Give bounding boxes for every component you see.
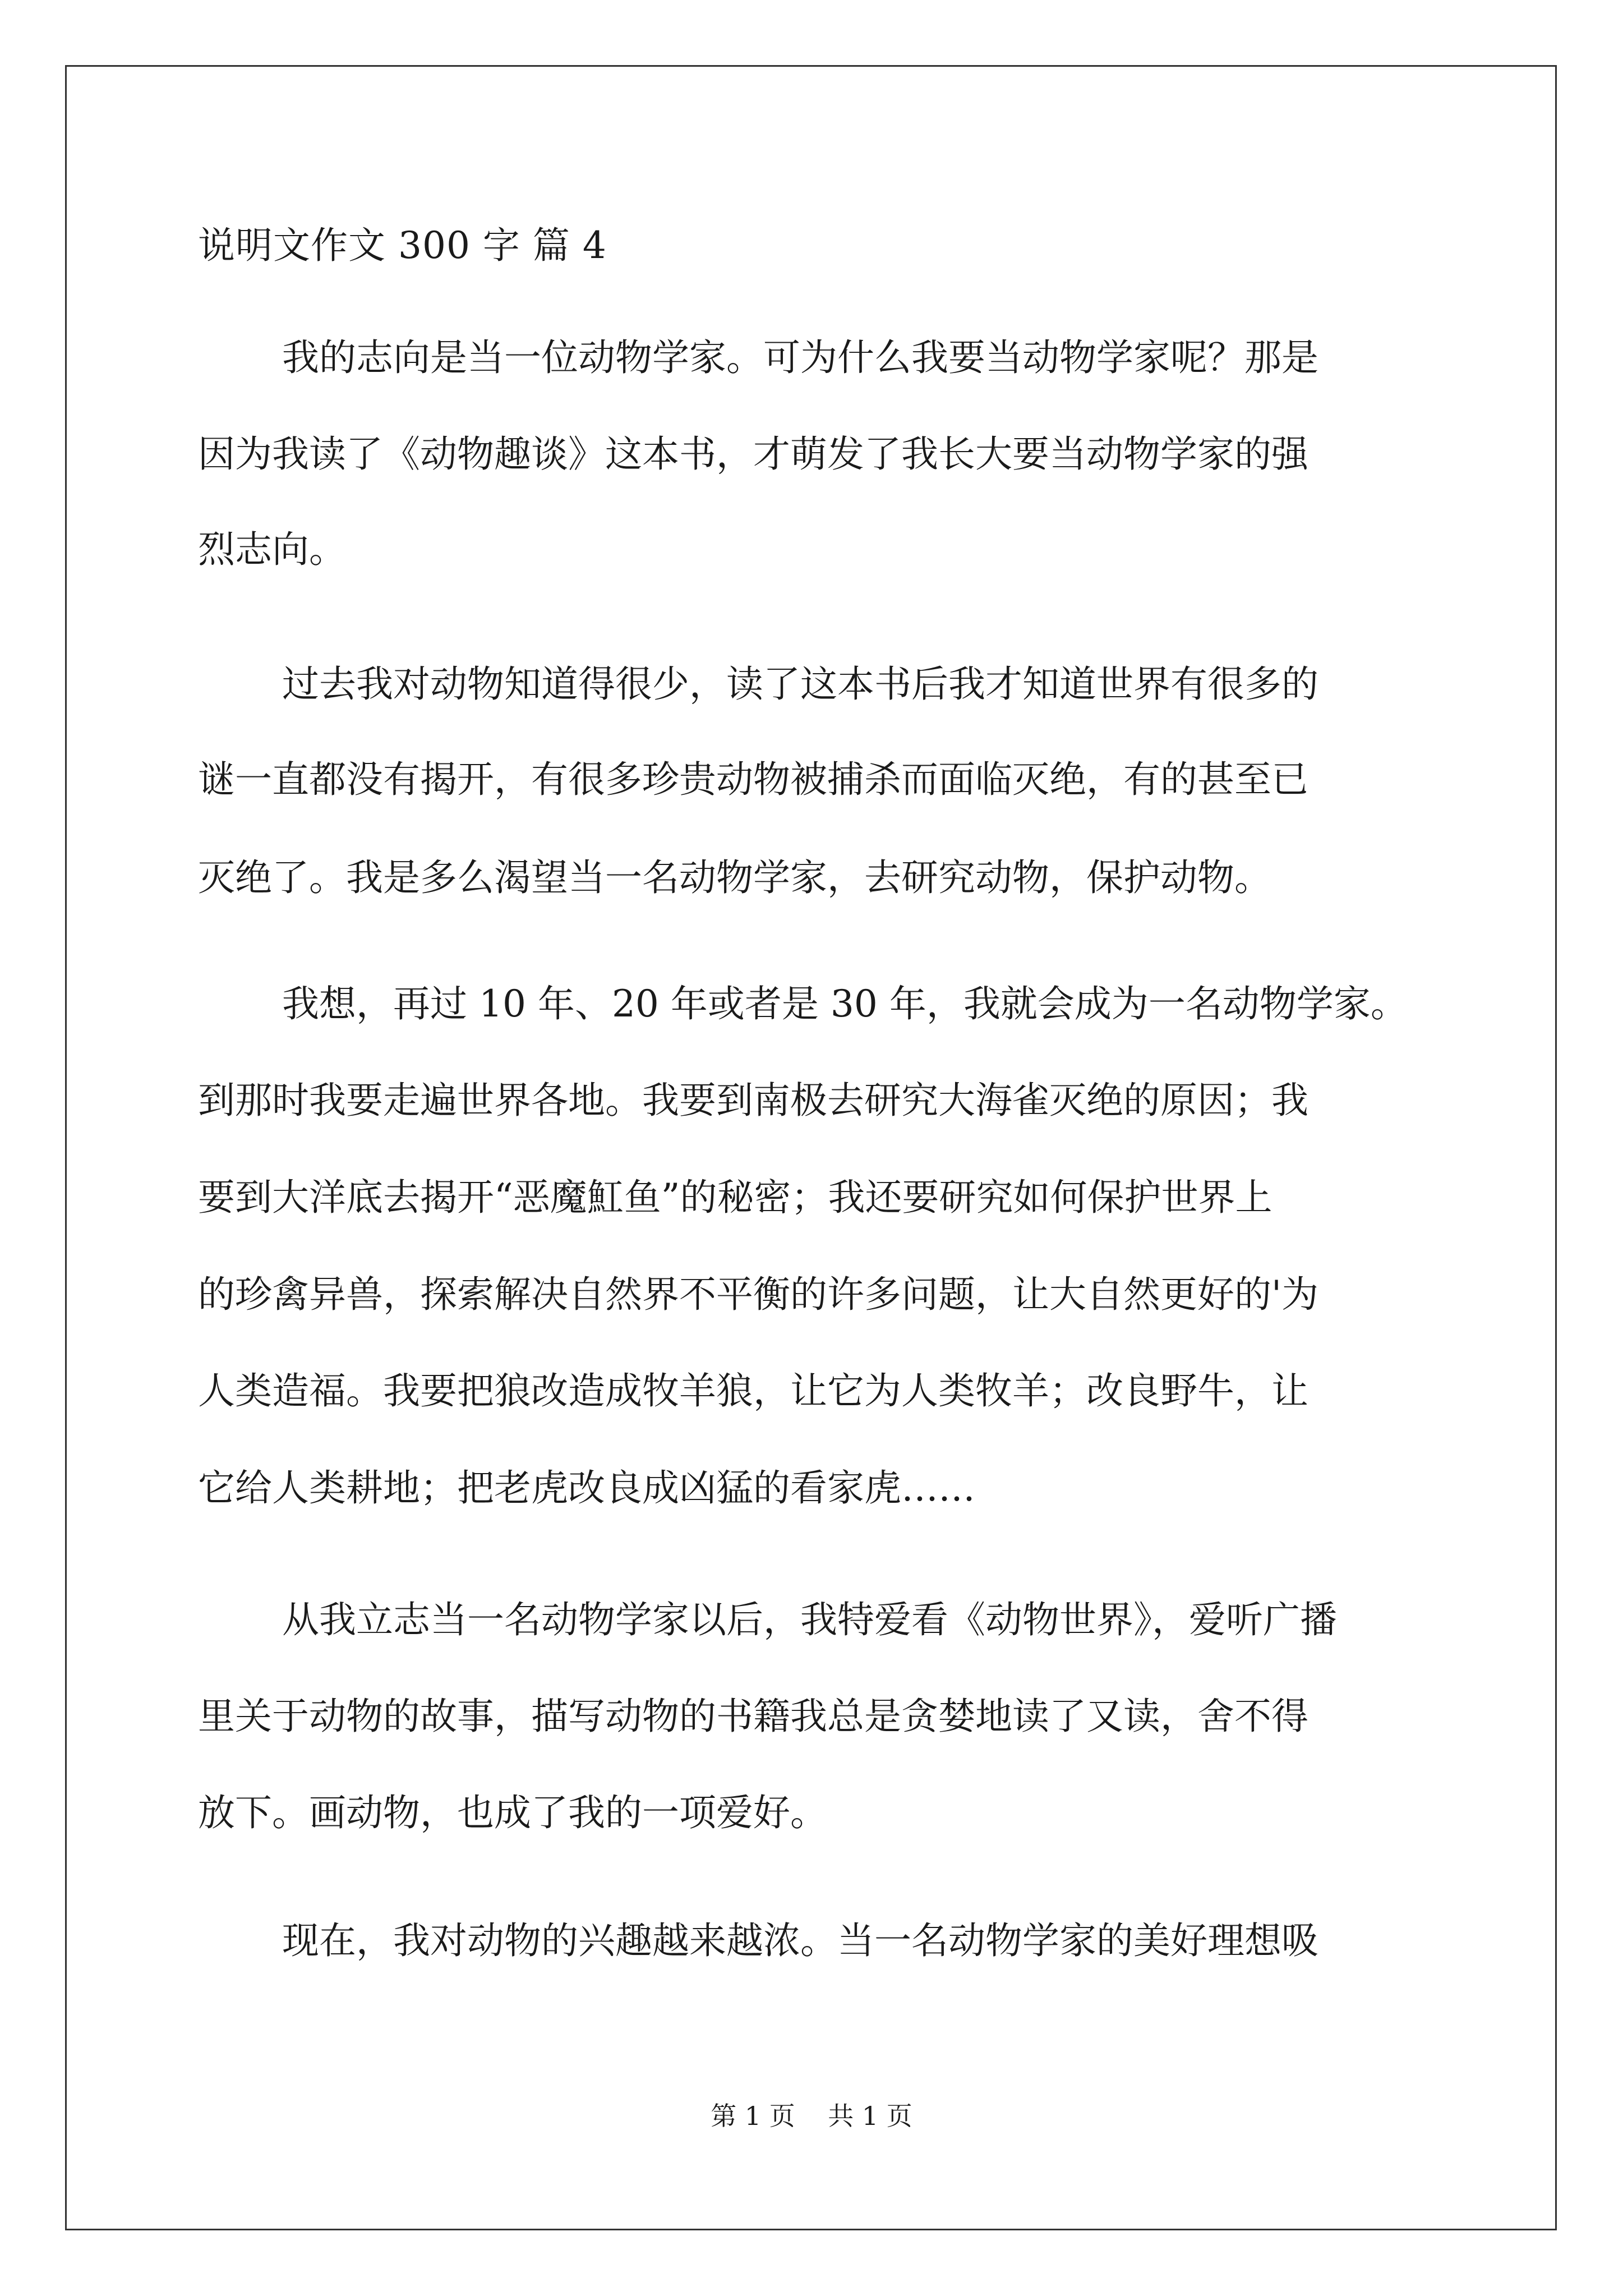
page-footer: 第 1 页 共 1 页 — [711, 2101, 912, 2131]
body-line: 过去我对动物知道得很少，读了这本书后我才知道世界有很多的 — [282, 662, 1318, 706]
body-line: 人类造福。我要把狼改造成牧羊狼，让它为人类牧羊；改良野牛，让 — [198, 1369, 1308, 1412]
body-line: 放下。画动物，也成了我的一项爱好。 — [198, 1791, 827, 1834]
body-line: 我的志向是当一位动物学家。可为什么我要当动物学家呢？那是 — [282, 336, 1318, 379]
body-line: 灭绝了。我是多么渴望当一名动物学家，去研究动物，保护动物。 — [198, 856, 1271, 899]
body-line: 里关于动物的故事，描写动物的书籍我总是贪婪地读了又读，舍不得 — [198, 1695, 1308, 1738]
body-line: 因为我读了《动物趣谈》这本书，才萌发了我长大要当动物学家的强 — [198, 432, 1308, 476]
body-line: 到那时我要走遍世界各地。我要到南极去研究大海雀灭绝的原因；我 — [198, 1079, 1308, 1122]
body-line: 从我立志当一名动物学家以后，我特爱看《动物世界》，爱听广播 — [282, 1598, 1337, 1641]
document-title: 说明文作文 300 字 篇 4 — [198, 224, 607, 267]
body-line: 现在，我对动物的兴趣越来越浓。当一名动物学家的美好理想吸 — [282, 1919, 1318, 1962]
body-line: 谜一直都没有揭开，有很多珍贵动物被捕杀而面临灭绝，有的甚至已 — [198, 758, 1308, 801]
body-line: 烈志向。 — [198, 528, 346, 571]
body-line: 的珍禽异兽，探索解决自然界不平衡的许多问题，让大自然更好的'为 — [198, 1273, 1319, 1316]
page-border — [65, 65, 1557, 2230]
body-line: 我想，再过 10 年、20 年或者是 30 年，我就会成为一名动物学家。 — [282, 982, 1408, 1025]
body-line: 它给人类耕地；把老虎改良成凶猛的看家虎…… — [198, 1466, 975, 1510]
body-line: 要到大洋底去揭开“恶魔魟鱼”的秘密；我还要研究如何保护世界上 — [198, 1176, 1272, 1219]
